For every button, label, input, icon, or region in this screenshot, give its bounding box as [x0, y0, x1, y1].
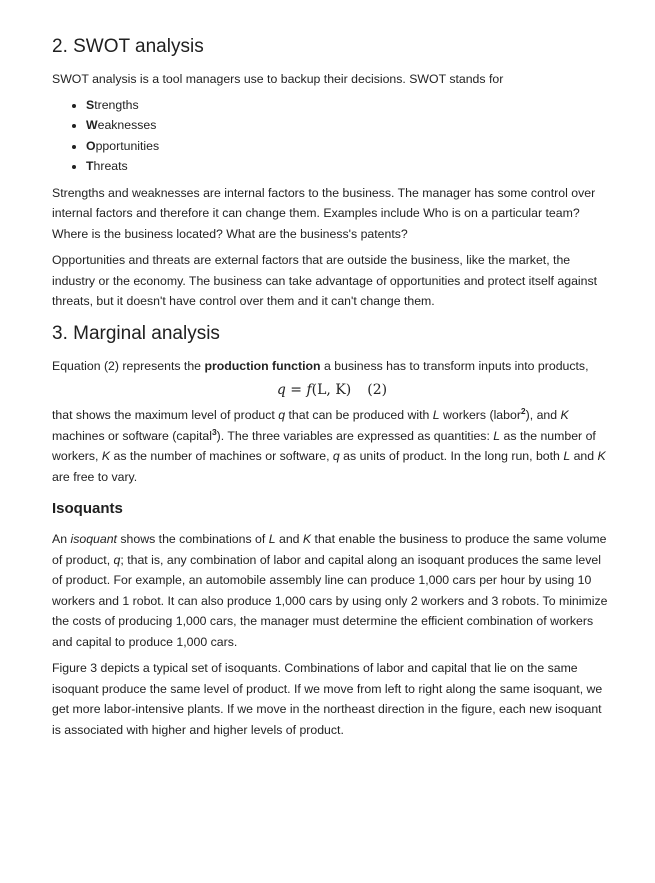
document-page [0, 35, 612, 740]
production-function-equation: q = f(L, K) (2) [276, 382, 388, 398]
list-item: • Threats [86, 156, 612, 177]
swot-heading: 2. SWOT analysis [52, 36, 204, 57]
external-factors-paragraph: Opportunities and threats are external factors that are outside the business, like the market, the industry or the economy. The business can take advantage of opportunities and protect itself against threats, but it doesn't have control over them and it can't change them. [52, 253, 598, 308]
isoquant-definition-paragraph: An isoquant shows the combinations of L and K that enable the business to produce the same volume of product, q; that is, any combination of labor and capital along an isoquant produces the same level of product. For example, an automobile assembly line can produce 1,000 cars per hour by using 10 workers and 1 robot. It can also produce 1,000 cars by using only 2 workers and 3 robots. To minimize the costs of producing 1,000 cars, the manager must determine the efficient combination of workers and capital to produce 1,000 cars. [52, 532, 608, 649]
swot-list [52, 95, 612, 177]
internal-factors-paragraph: Strengths and weaknesses are internal factors to the business. The manager has some control over internal factors and therefore it can change them. Examples include Who is on a particular team? Where is the business located? What are the business's patents? [52, 185, 596, 241]
marginal-heading: 3. Marginal analysis [52, 322, 220, 344]
swot-intro: SWOT analysis is a tool managers use to backup their decisions. SWOT stands for [52, 72, 504, 86]
list-item: • Opportunities [86, 136, 612, 157]
list-item: • Strengths [86, 95, 612, 116]
isoquants-heading: Isoquants [52, 500, 123, 517]
figure-description-paragraph: Figure 3 depicts a typical set of isoquants. Combinations of labor and capital that lie on the same isoquant produce the same level of product. If we move from left to right along the same isoquant, we get more labor-intensive plants. If we move in the northeast direction in the figure, each new isoquant is associated with higher and higher levels of product. [52, 661, 603, 737]
list-item: • Weaknesses [86, 115, 612, 136]
production-function-explanation: that shows the maximum level of product q that can be produced with L workers (labor$^2$), and K machines or software (capital$^3$). The three variables are expressed as quantities: L as the number of workers, K as the number of machines or software, q as units of product. In the long run, both L and K are free to vary. [52, 405, 606, 484]
equation-intro: Equation (2) represents the production function a business has to transform inputs into products, [52, 358, 589, 373]
